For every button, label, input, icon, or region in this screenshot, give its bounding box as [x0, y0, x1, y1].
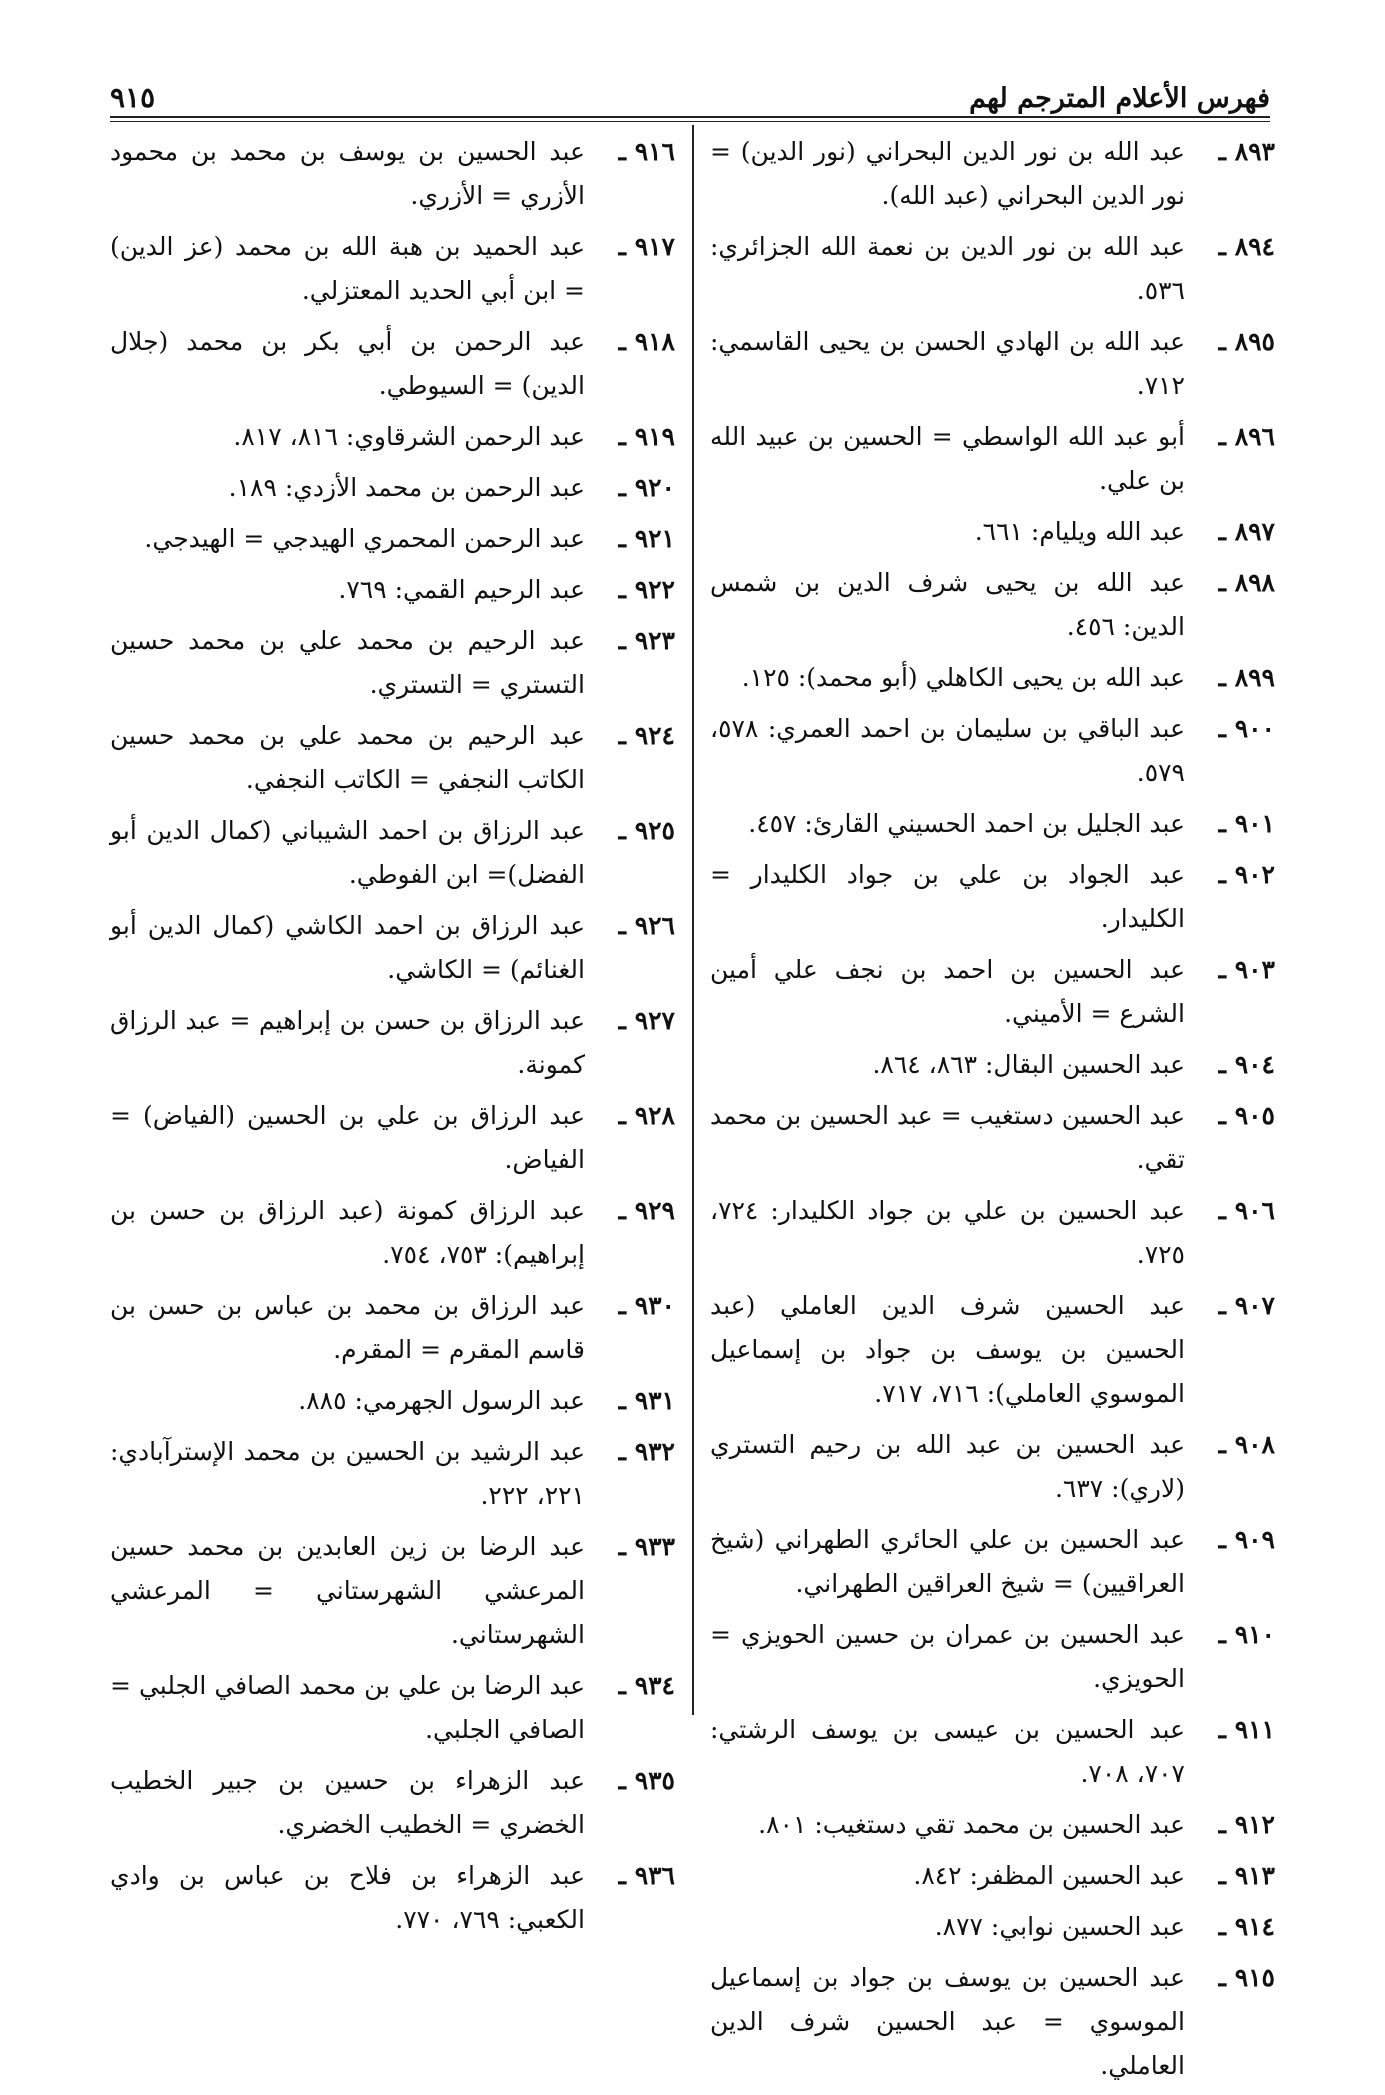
entry-number: ٨٩٤ ـ	[1218, 232, 1275, 261]
entry-text: عبد الرزاق بن احمد الكاشي (كمال الدين أبو الغنائم) = الكاشي.	[110, 911, 585, 984]
index-entry	[710, 415, 1275, 503]
index-entry	[710, 656, 1275, 700]
index-column-right	[710, 130, 1275, 2095]
index-entry	[110, 568, 675, 612]
index-entry	[110, 1430, 675, 1518]
entry-number: ٩١٧ ـ	[618, 232, 675, 261]
entry-text: عبد الحسين بن محمد تقي دستغيب: ٨٠١.	[758, 1810, 1185, 1839]
index-entry	[710, 853, 1275, 941]
index-entry	[710, 1423, 1275, 1511]
entry-number: ٩٠٢ ـ	[1218, 860, 1275, 889]
entry-text: عبد الرضا بن علي بن محمد الصافي الجلبي = الصافي الجلبي.	[110, 1671, 585, 1744]
entry-text: عبد الرحيم بن محمد علي بن محمد حسين الكاتب النجفي = الكاتب النجفي.	[110, 721, 585, 794]
entry-text: أبو عبد الله الواسطي = الحسين بن عبيد الله بن علي.	[710, 422, 1185, 495]
index-entry	[710, 130, 1275, 218]
index-entry	[710, 1613, 1275, 1701]
entry-text: عبد الرزاق بن علي بن الحسين (الفياض) = الفياض.	[110, 1101, 585, 1174]
entry-text: عبد الباقي بن سليمان بن احمد العمري: ٥٧٨، ٥٧٩.	[710, 714, 1185, 787]
entry-text: عبد الله بن نور الدين بن نعمة الله الجزائري: ٥٣٦.	[710, 232, 1185, 305]
entry-text: عبد الرزاق بن احمد الشيباني (كمال الدين أبو الفضل)= ابن الفوطي.	[110, 816, 585, 889]
index-entry	[710, 1043, 1275, 1087]
entry-text: عبد الحسين بن عمران بن حسين الحويزي = الحويزي.	[710, 1620, 1185, 1693]
index-entry	[710, 707, 1275, 795]
index-entry	[710, 1189, 1275, 1277]
running-title: فهرس الأعلام المترجم لهم	[969, 83, 1270, 114]
entry-number: ٩٢٦ ـ	[618, 911, 675, 940]
index-entry	[710, 1094, 1275, 1182]
page-header	[110, 62, 1270, 114]
entry-number: ٩٢٧ ـ	[618, 1006, 675, 1035]
entry-text: عبد الحسين نوابي: ٨٧٧.	[934, 1912, 1185, 1941]
index-entry	[710, 1708, 1275, 1796]
entry-text: عبد الرشيد بن الحسين بن محمد الإسترآبادي: ٢٢١، ٢٢٢.	[110, 1437, 585, 1510]
entry-text: عبد الله بن نور الدين البحراني (نور الدين) = نور الدين البحراني (عبد الله).	[710, 137, 1185, 210]
entry-number: ٩٢٥ ـ	[618, 816, 675, 845]
entry-text: عبد الحسين بن عيسى بن يوسف الرشتي: ٧٠٧، ٧٠٨.	[710, 1715, 1185, 1788]
entry-number: ٩٣٤ ـ	[618, 1671, 675, 1700]
entry-text: عبد الزهراء بن حسين بن جبير الخطيب الخضري = الخطيب الخضري.	[110, 1766, 585, 1839]
entry-text: عبد الحسين بن علي بن جواد الكليدار: ٧٢٤، ٧٢٥.	[710, 1196, 1185, 1269]
entry-text: عبد الرحمن بن محمد الأزدي: ١٨٩.	[228, 473, 585, 502]
entry-text: عبد الرزاق كمونة (عبد الرزاق بن حسن بن إبراهيم): ٧٥٣، ٧٥٤.	[110, 1196, 585, 1269]
entry-text: عبد الرحيم بن محمد علي بن محمد حسين التستري = التستري.	[110, 626, 585, 699]
entry-text: عبد الله بن يحيى شرف الدين بن شمس الدين: ٤٥٦.	[710, 568, 1185, 641]
entry-number: ٩٣٦ ـ	[618, 1861, 675, 1890]
entry-number: ٩٢٠ ـ	[618, 473, 675, 502]
entry-number: ٨٩٦ ـ	[1218, 422, 1275, 451]
index-entry	[710, 320, 1275, 408]
entry-text: عبد الرحيم القمي: ٧٦٩.	[338, 575, 585, 604]
entry-text: عبد الحسين بن يوسف بن محمد بن محمود الأزري = الأزري.	[110, 137, 585, 210]
index-entry	[110, 415, 675, 459]
index-entry	[710, 948, 1275, 1036]
entry-text: عبد الله بن يحيى الكاهلي (أبو محمد): ١٢٥.	[741, 663, 1185, 692]
entry-text: عبد الحسين دستغيب = عبد الحسين بن محمد تقي.	[710, 1101, 1185, 1174]
entry-number: ٩١٤ ـ	[1218, 1912, 1275, 1941]
entry-text: عبد الله بن الهادي الحسن بن يحيى القاسمي: ٧١٢.	[710, 327, 1185, 400]
index-entry	[110, 225, 675, 313]
entry-text: عبد الحسين بن احمد بن نجف علي أمين الشرع = الأميني.	[710, 955, 1185, 1028]
entry-text: عبد الرحمن بن أبي بكر بن محمد (جلال الدين) = السيوطي.	[110, 327, 585, 400]
index-entry	[110, 1759, 675, 1847]
entry-number: ٩٣٠ ـ	[618, 1291, 675, 1320]
index-entry	[110, 714, 675, 802]
index-entry	[710, 561, 1275, 649]
index-entry	[110, 1664, 675, 1752]
index-entry	[110, 1854, 675, 1942]
entry-number: ٨٩٩ ـ	[1218, 663, 1275, 692]
entry-number: ٨٩٣ ـ	[1218, 137, 1275, 166]
index-entry	[110, 320, 675, 408]
entry-number: ٩٠٠ ـ	[1218, 714, 1275, 743]
entry-text: عبد الجليل بن احمد الحسيني القارئ: ٤٥٧.	[748, 809, 1185, 838]
index-entry	[110, 904, 675, 992]
index-entry	[110, 130, 675, 218]
entry-number: ٩٠٩ ـ	[1218, 1525, 1275, 1554]
entry-text: عبد الجواد بن علي بن جواد الكليدار = الكليدار.	[710, 860, 1185, 933]
entry-text: عبد الحسين بن يوسف بن جواد بن إسماعيل الموسوي = عبد الحسين شرف الدين العاملي.	[710, 1963, 1185, 2080]
entry-number: ٩٢٩ ـ	[618, 1196, 675, 1225]
entry-text: عبد الحسين بن علي الحائري الطهراني (شيخ العراقيين) = شيخ العراقين الطهراني.	[710, 1525, 1185, 1598]
entry-number: ٩٠١ ـ	[1218, 809, 1275, 838]
index-entry	[110, 1284, 675, 1372]
entry-text: عبد الرضا بن زين العابدين بن محمد حسين المرعشي الشهرستاني = المرعشي الشهرستاني.	[110, 1532, 585, 1649]
index-entry	[110, 619, 675, 707]
index-entry	[110, 1189, 675, 1277]
entry-number: ٩٢١ ـ	[618, 524, 675, 553]
entry-number: ٩١٥ ـ	[1218, 1963, 1275, 1992]
entry-text: عبد الحسين البقال: ٨٦٣، ٨٦٤.	[872, 1050, 1185, 1079]
header-rule-thin	[110, 121, 1270, 122]
index-entry	[110, 999, 675, 1087]
entry-text: عبد الحسين شرف الدين العاملي (عبد الحسين بن يوسف بن جواد بن إسماعيل الموسوي العاملي): ٧١٦، ٧١٧.	[710, 1291, 1185, 1408]
index-entry	[710, 802, 1275, 846]
index-entry	[710, 1956, 1275, 2088]
entry-text: عبد الرحمن الشرقاوي: ٨١٦، ٨١٧.	[233, 422, 585, 451]
entry-number: ٨٩٥ ـ	[1218, 327, 1275, 356]
entry-number: ٨٩٧ ـ	[1218, 517, 1275, 546]
index-entry	[110, 1525, 675, 1657]
entry-text: عبد الرحمن المحمري الهيدجي = الهيدجي.	[144, 524, 585, 553]
header-rule	[110, 116, 1270, 118]
entry-number: ٩٢٤ ـ	[618, 721, 675, 750]
index-entry	[110, 466, 675, 510]
entry-number: ٩١٩ ـ	[618, 422, 675, 451]
entry-number: ٩٢٣ ـ	[618, 626, 675, 655]
index-entry	[710, 225, 1275, 313]
entry-number: ٩٠٧ ـ	[1218, 1291, 1275, 1320]
entry-text: عبد الرسول الجهرمي: ٨٨٥.	[298, 1386, 585, 1415]
page-number: ٩١٥	[110, 81, 156, 114]
entry-number: ٩١٢ ـ	[1218, 1810, 1275, 1839]
entry-text: عبد الرزاق بن حسن بن إبراهيم = عبد الرزاق كمونة.	[110, 1006, 585, 1079]
entry-number: ٩٣٣ ـ	[618, 1532, 675, 1561]
index-entry	[110, 1379, 675, 1423]
entry-number: ٩١٨ ـ	[618, 327, 675, 356]
index-entry	[710, 1803, 1275, 1847]
entry-number: ٩٠٦ ـ	[1218, 1196, 1275, 1225]
column-divider	[692, 125, 694, 1715]
index-entry	[110, 809, 675, 897]
entry-text: عبد الرزاق بن محمد بن عباس بن حسن بن قاسم المقرم = المقرم.	[110, 1291, 585, 1364]
index-entry	[110, 517, 675, 561]
index-entry	[710, 1518, 1275, 1606]
entry-number: ٩٠٨ ـ	[1218, 1430, 1275, 1459]
entry-number: ٩٣٢ ـ	[618, 1437, 675, 1466]
index-entry	[110, 1094, 675, 1182]
entry-number: ٩٢٨ ـ	[618, 1101, 675, 1130]
entry-number: ٩١٠ ـ	[1218, 1620, 1275, 1649]
entry-number: ٩٣١ ـ	[618, 1386, 675, 1415]
entry-text: عبد الحسين بن عبد الله بن رحيم التستري (لاري): ٦٣٧.	[710, 1430, 1185, 1503]
entry-number: ٩٠٤ ـ	[1218, 1050, 1275, 1079]
index-entry	[710, 510, 1275, 554]
entry-number: ٩٠٥ ـ	[1218, 1101, 1275, 1130]
entry-text: عبد الله ويليام: ٦٦١.	[974, 517, 1185, 546]
index-entry	[710, 1905, 1275, 1949]
entry-number: ٩٢٢ ـ	[618, 575, 675, 604]
index-entry	[710, 1284, 1275, 1416]
entry-number: ٩١٣ ـ	[1218, 1861, 1275, 1890]
entry-text: عبد الزهراء بن فلاح بن عباس بن وادي الكعبي: ٧٦٩، ٧٧٠.	[110, 1861, 585, 1934]
index-column-left	[110, 130, 675, 1949]
entry-number: ٩٣٥ ـ	[618, 1766, 675, 1795]
entry-number: ٨٩٨ ـ	[1218, 568, 1275, 597]
entry-number: ٩٠٣ ـ	[1218, 955, 1275, 984]
index-entry	[710, 1854, 1275, 1898]
entry-text: عبد الحميد بن هبة الله بن محمد (عز الدين) = ابن أبي الحديد المعتزلي.	[110, 232, 585, 305]
entry-number: ٩١٦ ـ	[618, 137, 675, 166]
entry-number: ٩١١ ـ	[1218, 1715, 1275, 1744]
entry-text: عبد الحسين المظفر: ٨٤٢.	[913, 1861, 1185, 1890]
